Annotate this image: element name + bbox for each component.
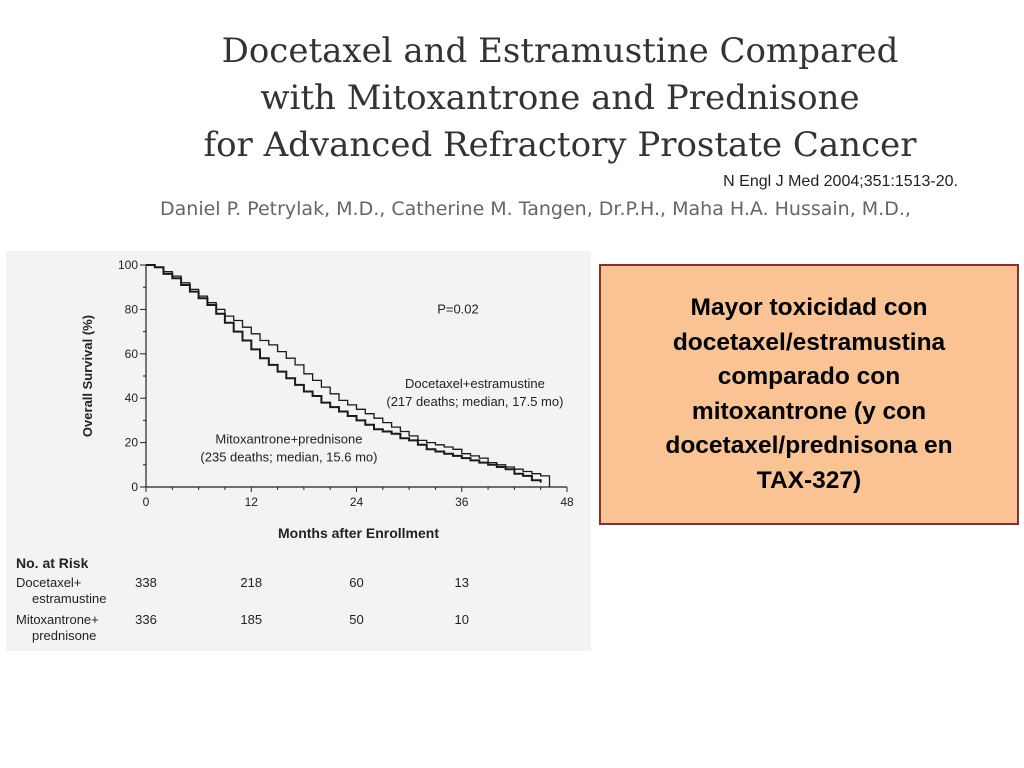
series-label-1: (235 deaths; median, 15.6 mo) <box>200 449 378 465</box>
slide-title-block <box>150 28 970 169</box>
risk-row-value: 338 <box>135 575 157 590</box>
x-axis <box>143 487 574 509</box>
x-tick-label: 0 <box>142 495 150 509</box>
risk-row-value: 60 <box>349 575 364 590</box>
risk-table-header: No. at Risk <box>16 555 89 571</box>
x-tick-label: 36 <box>455 495 469 509</box>
x-tick-label: 24 <box>349 495 364 509</box>
p-value-annotation: P=0.02 <box>437 301 479 317</box>
risk-row-name: estramustine <box>32 591 107 606</box>
risk-row-value: 336 <box>135 612 157 627</box>
x-axis-label: Months after Enrollment <box>277 525 440 541</box>
y-tick-label: 40 <box>124 391 138 406</box>
series-labels <box>200 376 563 465</box>
toxicity-callout-text: Mayor toxicidad con docetaxel/estramustina comparado con mitoxantrone (y con docetaxel/prednisona en TAX-327) <box>665 294 953 494</box>
y-tick-label: 100 <box>117 258 138 272</box>
risk-row-name: Docetaxel+ <box>16 575 82 590</box>
toxicity-callout-box <box>599 264 1019 525</box>
risk-table <box>16 555 469 643</box>
y-axis <box>118 258 146 494</box>
y-tick-label: 80 <box>124 302 138 317</box>
paper-title-line-2: with Mitoxantrone and Prednisone <box>260 78 860 118</box>
x-tick-label: 48 <box>560 495 574 509</box>
risk-row-value: 218 <box>240 575 263 590</box>
x-tick-label: 12 <box>244 495 258 509</box>
series-label-0: (217 deaths; median, 17.5 mo) <box>386 394 564 410</box>
cropped-area <box>0 228 1024 250</box>
risk-row-name: prednisone <box>32 628 97 643</box>
risk-row-name: Mitoxantrone+ <box>16 612 99 627</box>
risk-row-value: 13 <box>454 575 469 590</box>
y-tick-label: 60 <box>124 346 138 361</box>
y-tick-label: 0 <box>131 480 138 494</box>
survival-chart <box>6 251 591 651</box>
journal-citation: N Engl J Med 2004;351:1513-20. <box>723 173 958 190</box>
series-label-0: Docetaxel+estramustine <box>404 376 545 392</box>
survival-chart-panel <box>6 251 591 651</box>
y-axis-label: Overall Survival (%) <box>80 314 95 438</box>
paper-title-line-1: Docetaxel and Estramustine Compared <box>221 31 899 71</box>
risk-row-value: 185 <box>240 612 263 627</box>
author-list: Daniel P. Petrylak, M.D., Catherine M. Tangen, Dr.P.H., Maha H.A. Hussain, M.D., <box>160 198 911 220</box>
risk-row-value: 50 <box>349 612 364 627</box>
risk-row-value: 10 <box>454 612 469 627</box>
series-label-1: Mitoxantrone+prednisone <box>215 431 363 447</box>
paper-title-line-3: for Advanced Refractory Prostate Cancer <box>203 125 917 165</box>
y-tick-label: 20 <box>124 435 138 450</box>
